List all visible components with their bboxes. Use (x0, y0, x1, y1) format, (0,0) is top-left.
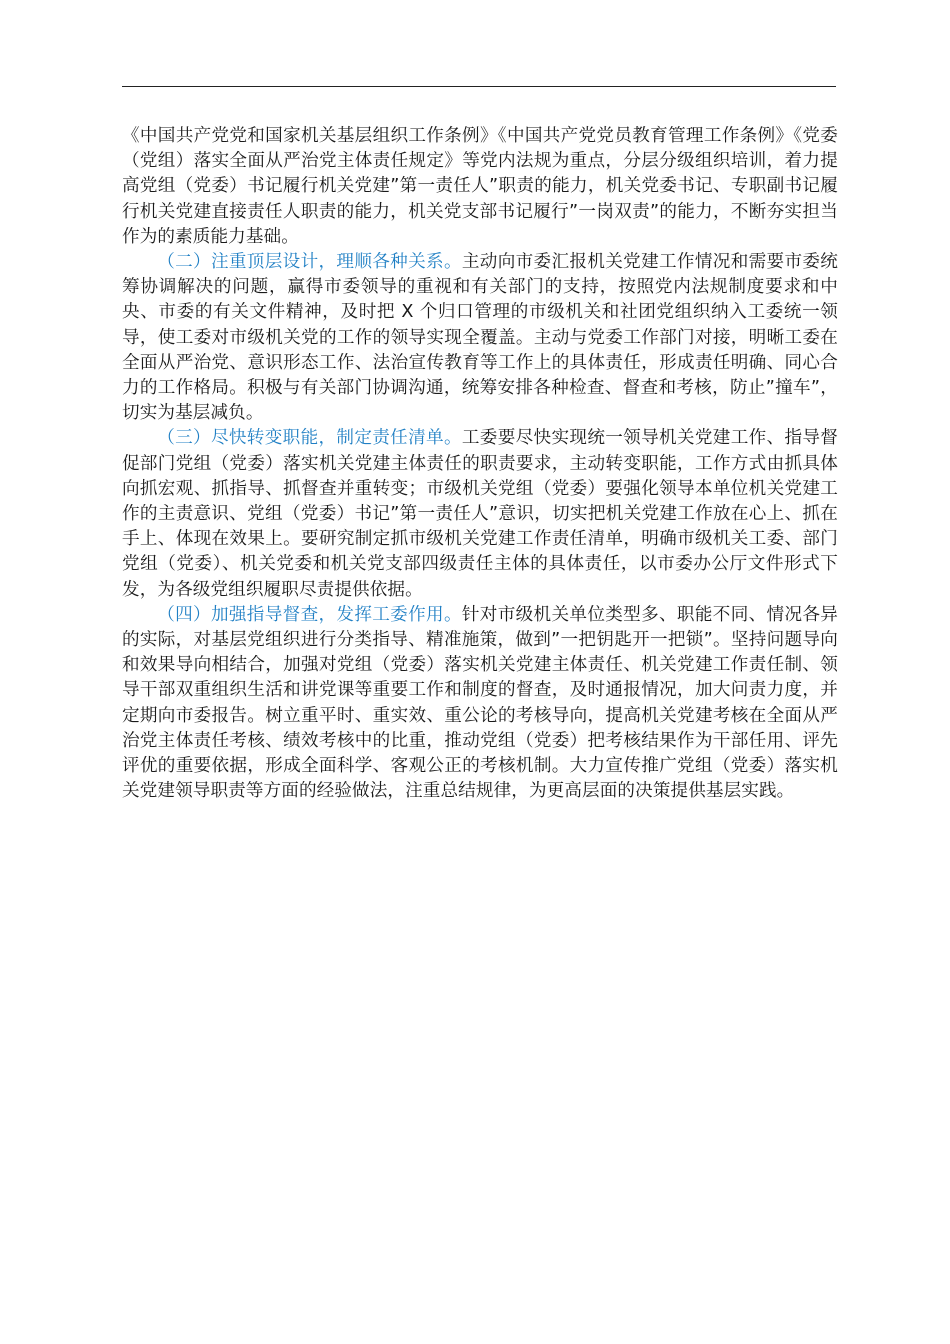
paragraph-text: 针对市级机关单位类型多、职能不同、情况各异的实际，对基层党组织进行分类指导、精准施策，做到”一把钥匙开一把锁”。坚持问题导向和效果导向相结合，加强对党组（党委）落实机关党建主体责任、机关党建工作责任制、领导干部双重组织生活和讲党课等重要工作和制度的督查，及时通报情况，加大问责力度，并定期向市委报告。树立重平时、重实效、重公论的考核导向，提高机关党建考核在全面从严治党主体责任考核、绩效考核中的比重，推动党组（党委）把考核结果作为干部任用、评先评优的重要依据，形成全面科学、客观公正的考核机制。大力宣传推广党组（党委）落实机关党建领导职责等方面的经验做法，注重总结规律，为更高层面的决策提供基层实践。 (122, 604, 838, 802)
section-heading: （二）注重顶层设计，理顺各种关系。 (157, 252, 462, 273)
paragraph-continuation (122, 124, 838, 250)
paragraph-text: 《中国共产党党和国家机关基层组织工作条例》《中国共产党党员教育管理工作条例》《党委（党组）落实全面从严治党主体责任规定》等党内法规为重点，分层分级组织培训，着力提高党组（党委）书记履行机关党建”第一责任人”职责的能力，机关党委书记、专职副书记履行机关党建直接责任人职责的能力，机关党支部书记履行”一岗双责”的能力，不断夯实担当作为的素质能力基础。 (122, 126, 838, 247)
section-heading: （三）尽快转变职能，制定责任清单。 (157, 428, 462, 449)
paragraph-section-3 (122, 426, 838, 602)
paragraph-section-4 (122, 603, 838, 805)
header-rule (122, 86, 836, 87)
section-heading: （四）加强指导督查，发挥工委作用。 (157, 604, 462, 625)
paragraph-section-2 (122, 250, 838, 426)
document-body (122, 124, 838, 804)
paragraph-text: 工委要尽快实现统一领导机关党建工作、指导督促部门党组（党委）落实机关党建主体责任的职责要求，主动转变职能，工作方式由抓具体向抓宏观、抓指导、抓督查并重转变；市级机关党组（党委）要强化领导本单位机关党建工作的主责意识、党组（党委）书记”第一责任人”意识，切实把机关党建工作放在心上、抓在手上、体现在效果上。要研究制定抓市级机关党建工作责任清单，明确市级机关工委、部门党组（党委）、机关党委和机关党支部四级责任主体的具体责任，以市委办公厅文件形式下发，为各级党组织履职尽责提供依据。 (122, 428, 838, 600)
paragraph-text: 主动向市委汇报机关党建工作情况和需要市委统筹协调解决的问题，赢得市委领导的重视和有关部门的支持，按照党内法规制度要求和中央、市委的有关文件精神，及时把 X 个归口管理的市级机关和社团党组织纳入工委统一领导，使工委对市级机关党的工作的领导实现全覆盖。主动与党委工作部门对接，明晰工委在全面从严治党、意识形态工作、法治宣传教育等工作上的具体责任，形成责任明确、同心合力的工作格局。积极与有关部门协调沟通，统筹安排各种检查、督查和考核，防止”撞车”，切实为基层减负。 (122, 252, 838, 424)
